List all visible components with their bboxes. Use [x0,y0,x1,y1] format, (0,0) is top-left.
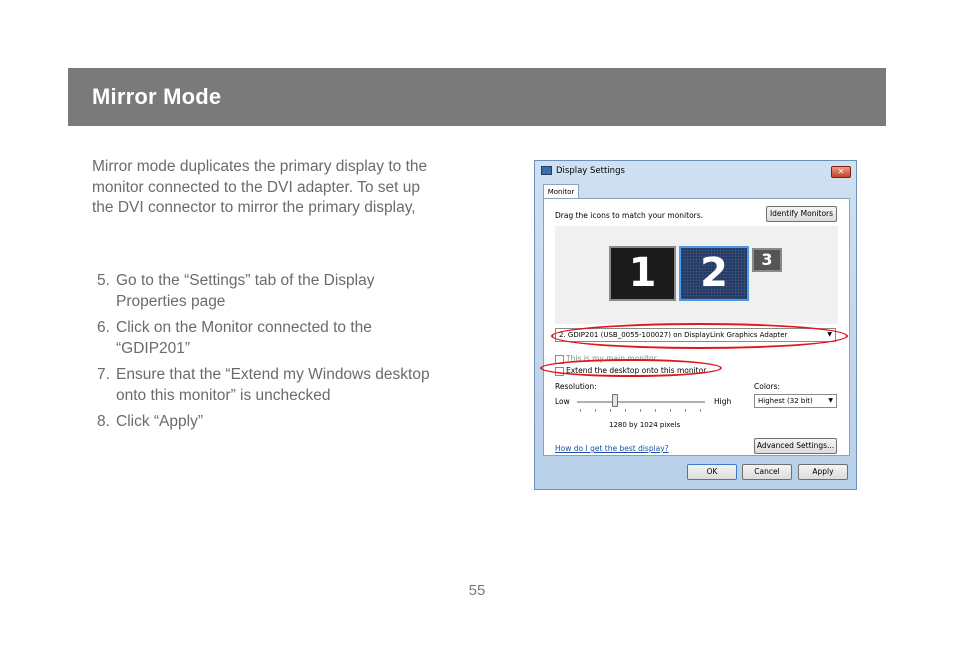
step-item [92,318,437,359]
section-header [68,68,886,126]
step-number: 5. [97,272,110,289]
step-text: Click on the Monitor connected to the “GDIP201” [116,319,372,357]
step-item [92,365,437,406]
display-settings-screenshot [534,160,857,490]
low-label: Low [555,397,570,406]
monitor-select-value: 2. GDIP201 (USB_0055-100027) on DisplayLink Graphics Adapter [559,331,788,339]
ok-button[interactable]: OK [687,464,737,480]
colors-select[interactable] [754,394,837,408]
advanced-settings-button[interactable]: Advanced Settings... [754,438,837,454]
chevron-down-icon: ▼ [828,397,833,404]
highlight-ring-extend-checkbox [540,359,722,377]
apply-button[interactable]: Apply [798,464,848,480]
tab-monitor[interactable]: Monitor [543,184,579,199]
colors-label: Colors: [754,382,781,391]
resolution-slider-thumb[interactable] [612,394,618,407]
display-icon [541,166,552,175]
resolution-value: 1280 by 1024 pixels [609,421,681,429]
step-number: 7. [97,366,110,383]
step-number: 8. [97,413,110,430]
step-item [92,271,437,312]
monitor-1[interactable]: 1 [609,246,676,301]
cancel-button[interactable]: Cancel [742,464,792,480]
slider-ticks [580,409,704,412]
identify-monitors-button[interactable]: Identify Monitors [766,206,837,222]
chevron-down-icon: ▼ [827,331,832,338]
resolution-slider-track[interactable] [577,401,705,403]
dialog-titlebar [535,161,856,183]
close-button[interactable]: ✕ [831,166,851,178]
step-text: Go to the “Settings” tab of the Display Properties page [116,272,375,310]
main-monitor-checkbox[interactable]: This is my main monitor [555,354,657,363]
extend-desktop-checkbox[interactable]: Extend the desktop onto this monitor [555,366,706,375]
intro-paragraph: Mirror mode duplicates the primary display to the monitor connected to the DVI adapter. To set up the DVI connector to mirror the primary display, [92,158,428,216]
steps-list [92,271,437,439]
step-item [92,412,437,433]
resolution-label: Resolution: [555,382,597,391]
step-number: 6. [97,319,110,336]
monitor-2[interactable]: 2 [679,246,749,301]
monitor-3[interactable]: 3 [752,248,782,272]
monitor-arrangement [555,226,838,324]
dialog-title: Display Settings [556,166,625,176]
highlight-ring-monitor-select [551,323,848,349]
best-display-help-link[interactable]: How do I get the best display? [555,444,669,453]
page-title: Mirror Mode [92,84,222,109]
drag-instruction: Drag the icons to match your monitors. [555,211,704,220]
colors-select-value: Highest (32 bit) [758,397,813,405]
high-label: High [714,397,732,406]
step-text: Click “Apply” [116,413,203,430]
step-text: Ensure that the “Extend my Windows desktop onto this monitor” is unchecked [116,366,430,404]
page-number: 55 [468,582,486,599]
